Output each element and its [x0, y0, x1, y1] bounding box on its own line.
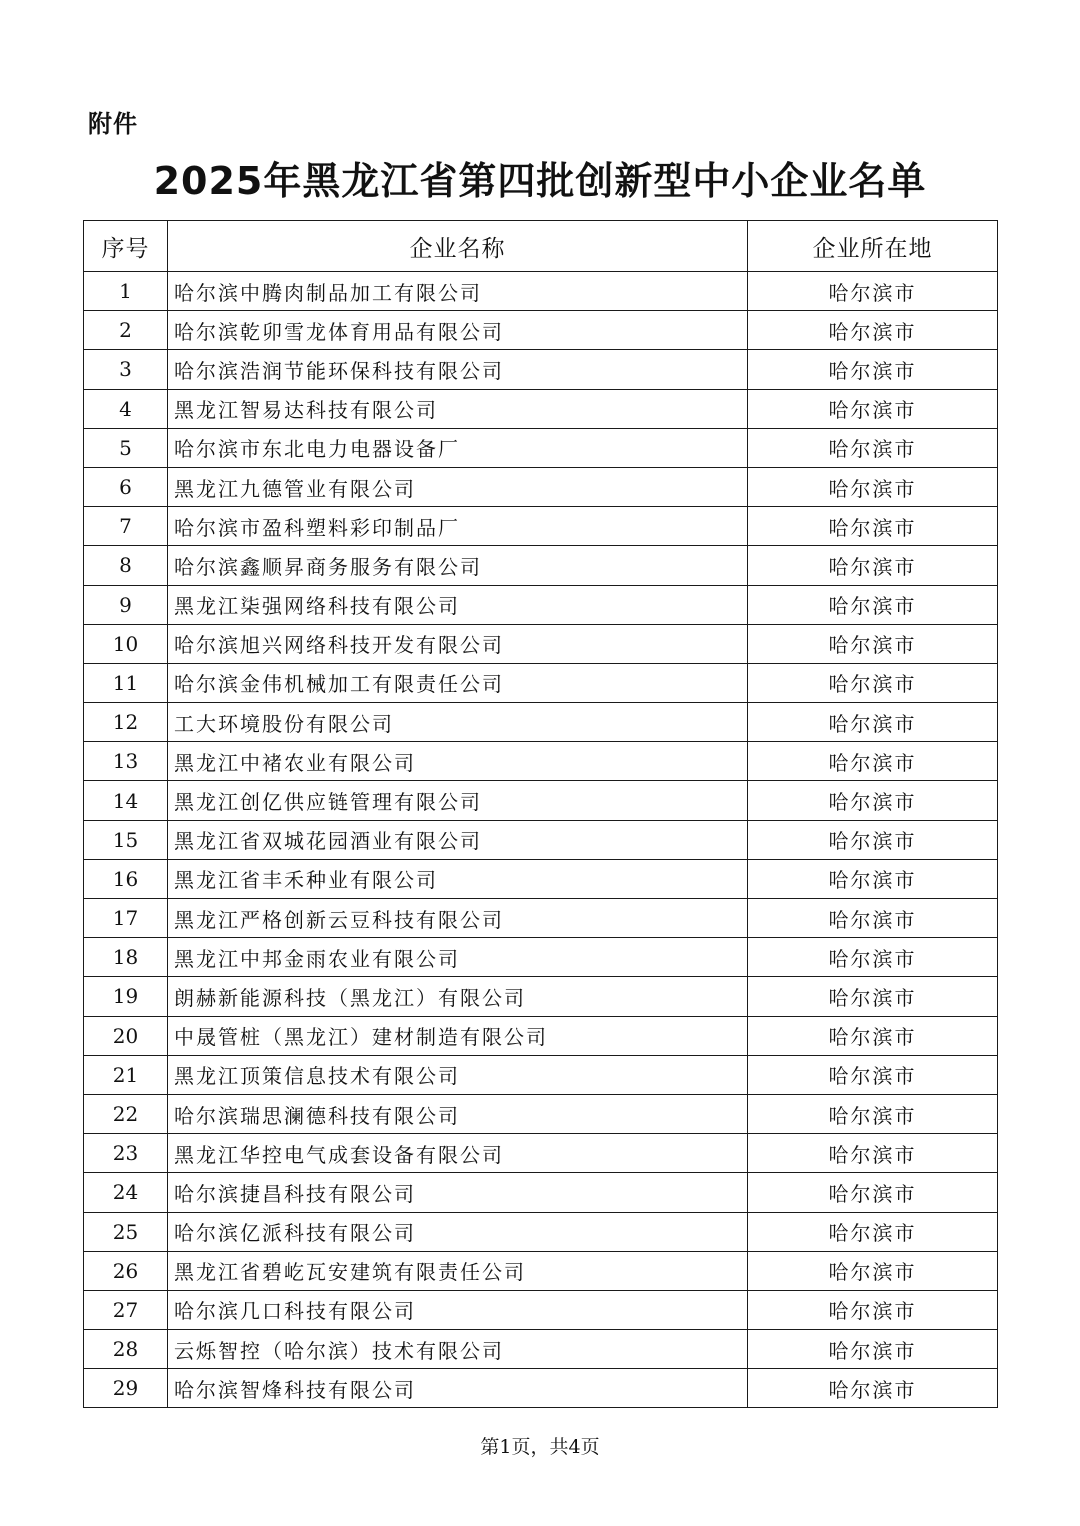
row-seq: 24 [84, 1173, 168, 1212]
table-row [84, 1369, 998, 1408]
row-seq: 23 [84, 1134, 168, 1173]
row-location: 哈尔滨市 [748, 742, 998, 781]
table-row [84, 977, 998, 1016]
row-location: 哈尔滨市 [748, 1212, 998, 1251]
row-seq: 15 [84, 820, 168, 859]
row-location: 哈尔滨市 [748, 272, 998, 311]
row-enterprise-name: 黑龙江柒强网络科技有限公司 [168, 585, 748, 624]
table-row [84, 1094, 998, 1133]
table-row [84, 624, 998, 663]
row-seq: 20 [84, 1016, 168, 1055]
row-location: 哈尔滨市 [748, 1094, 998, 1133]
row-seq: 22 [84, 1094, 168, 1133]
row-seq: 14 [84, 781, 168, 820]
row-location: 哈尔滨市 [748, 1173, 998, 1212]
row-location: 哈尔滨市 [748, 820, 998, 859]
row-enterprise-name: 黑龙江严格创新云豆科技有限公司 [168, 899, 748, 938]
row-enterprise-name: 哈尔滨乾卯雪龙体育用品有限公司 [168, 311, 748, 350]
row-location: 哈尔滨市 [748, 507, 998, 546]
row-enterprise-name: 黑龙江中褚农业有限公司 [168, 742, 748, 781]
row-enterprise-name: 黑龙江智易达科技有限公司 [168, 389, 748, 428]
row-enterprise-name: 哈尔滨浩润节能环保科技有限公司 [168, 350, 748, 389]
row-seq: 18 [84, 938, 168, 977]
row-seq: 29 [84, 1369, 168, 1408]
page-footer: 第1页，共4页 [480, 1436, 600, 1458]
table-row [84, 1212, 998, 1251]
row-location: 哈尔滨市 [748, 1251, 998, 1290]
row-enterprise-name: 黑龙江创亿供应链管理有限公司 [168, 781, 748, 820]
attachment-label: 附件 [88, 110, 138, 138]
table-row [84, 899, 998, 938]
row-enterprise-name: 黑龙江华控电气成套设备有限公司 [168, 1134, 748, 1173]
row-enterprise-name: 黑龙江顶策信息技术有限公司 [168, 1055, 748, 1094]
row-seq: 13 [84, 742, 168, 781]
header-seq: 序号 [84, 221, 168, 272]
row-location: 哈尔滨市 [748, 781, 998, 820]
table-row [84, 272, 998, 311]
row-seq: 12 [84, 703, 168, 742]
row-enterprise-name: 哈尔滨金伟机械加工有限责任公司 [168, 663, 748, 702]
table-row [84, 467, 998, 506]
row-seq: 9 [84, 585, 168, 624]
row-seq: 8 [84, 546, 168, 585]
table-row [84, 1290, 998, 1329]
row-enterprise-name: 中晟管桩（黑龙江）建材制造有限公司 [168, 1016, 748, 1055]
table-row [84, 428, 998, 467]
row-enterprise-name: 云烁智控（哈尔滨）技术有限公司 [168, 1330, 748, 1369]
row-location: 哈尔滨市 [748, 624, 998, 663]
row-enterprise-name: 黑龙江省丰禾种业有限公司 [168, 859, 748, 898]
table-row [84, 389, 998, 428]
row-location: 哈尔滨市 [748, 1369, 998, 1408]
row-location: 哈尔滨市 [748, 585, 998, 624]
row-seq: 10 [84, 624, 168, 663]
row-location: 哈尔滨市 [748, 428, 998, 467]
row-seq: 4 [84, 389, 168, 428]
table-row [84, 1134, 998, 1173]
table-row [84, 859, 998, 898]
table-row [84, 938, 998, 977]
row-enterprise-name: 哈尔滨瑞思澜德科技有限公司 [168, 1094, 748, 1133]
row-seq: 2 [84, 311, 168, 350]
row-seq: 1 [84, 272, 168, 311]
enterprise-list-table [83, 220, 998, 1408]
row-location: 哈尔滨市 [748, 467, 998, 506]
row-location: 哈尔滨市 [748, 977, 998, 1016]
row-location: 哈尔滨市 [748, 859, 998, 898]
row-location: 哈尔滨市 [748, 1134, 998, 1173]
row-location: 哈尔滨市 [748, 1016, 998, 1055]
table-row [84, 663, 998, 702]
row-enterprise-name: 哈尔滨智烽科技有限公司 [168, 1369, 748, 1408]
row-enterprise-name: 工大环境股份有限公司 [168, 703, 748, 742]
table-row [84, 820, 998, 859]
row-enterprise-name: 哈尔滨中腾肉制品加工有限公司 [168, 272, 748, 311]
table-row [84, 1055, 998, 1094]
table-row [84, 311, 998, 350]
table-row [84, 1251, 998, 1290]
row-enterprise-name: 哈尔滨旭兴网络科技开发有限公司 [168, 624, 748, 663]
table-row [84, 585, 998, 624]
row-seq: 19 [84, 977, 168, 1016]
table-row [84, 1016, 998, 1055]
row-seq: 21 [84, 1055, 168, 1094]
table-body [84, 272, 998, 1408]
row-location: 哈尔滨市 [748, 1055, 998, 1094]
table-row [84, 546, 998, 585]
table-row [84, 350, 998, 389]
table-row [84, 703, 998, 742]
row-enterprise-name: 哈尔滨鑫顺昇商务服务有限公司 [168, 546, 748, 585]
row-location: 哈尔滨市 [748, 899, 998, 938]
table-row [84, 742, 998, 781]
row-location: 哈尔滨市 [748, 1290, 998, 1329]
document-title: 2025年黑龙江省第四批创新型中小企业名单 [153, 159, 927, 203]
header-enterprise-name: 企业名称 [168, 221, 748, 272]
row-seq: 11 [84, 663, 168, 702]
row-location: 哈尔滨市 [748, 350, 998, 389]
row-location: 哈尔滨市 [748, 1330, 998, 1369]
row-seq: 7 [84, 507, 168, 546]
row-enterprise-name: 黑龙江省碧屹瓦安建筑有限责任公司 [168, 1251, 748, 1290]
table-row [84, 781, 998, 820]
row-seq: 5 [84, 428, 168, 467]
row-seq: 25 [84, 1212, 168, 1251]
row-seq: 27 [84, 1290, 168, 1329]
row-enterprise-name: 哈尔滨市东北电力电器设备厂 [168, 428, 748, 467]
row-location: 哈尔滨市 [748, 311, 998, 350]
row-enterprise-name: 朗赫新能源科技（黑龙江）有限公司 [168, 977, 748, 1016]
table-header-row [84, 221, 998, 272]
table-row [84, 1330, 998, 1369]
row-enterprise-name: 哈尔滨几口科技有限公司 [168, 1290, 748, 1329]
row-enterprise-name: 黑龙江省双城花园酒业有限公司 [168, 820, 748, 859]
row-enterprise-name: 哈尔滨亿派科技有限公司 [168, 1212, 748, 1251]
row-location: 哈尔滨市 [748, 703, 998, 742]
table-row [84, 507, 998, 546]
row-location: 哈尔滨市 [748, 938, 998, 977]
row-location: 哈尔滨市 [748, 389, 998, 428]
row-seq: 26 [84, 1251, 168, 1290]
row-enterprise-name: 哈尔滨捷昌科技有限公司 [168, 1173, 748, 1212]
row-seq: 16 [84, 859, 168, 898]
row-seq: 17 [84, 899, 168, 938]
row-seq: 6 [84, 467, 168, 506]
row-seq: 28 [84, 1330, 168, 1369]
row-enterprise-name: 黑龙江中邦金雨农业有限公司 [168, 938, 748, 977]
row-enterprise-name: 哈尔滨市盈科塑料彩印制品厂 [168, 507, 748, 546]
header-location: 企业所在地 [748, 221, 998, 272]
row-enterprise-name: 黑龙江九德管业有限公司 [168, 467, 748, 506]
row-location: 哈尔滨市 [748, 663, 998, 702]
table-row [84, 1173, 998, 1212]
row-seq: 3 [84, 350, 168, 389]
row-location: 哈尔滨市 [748, 546, 998, 585]
